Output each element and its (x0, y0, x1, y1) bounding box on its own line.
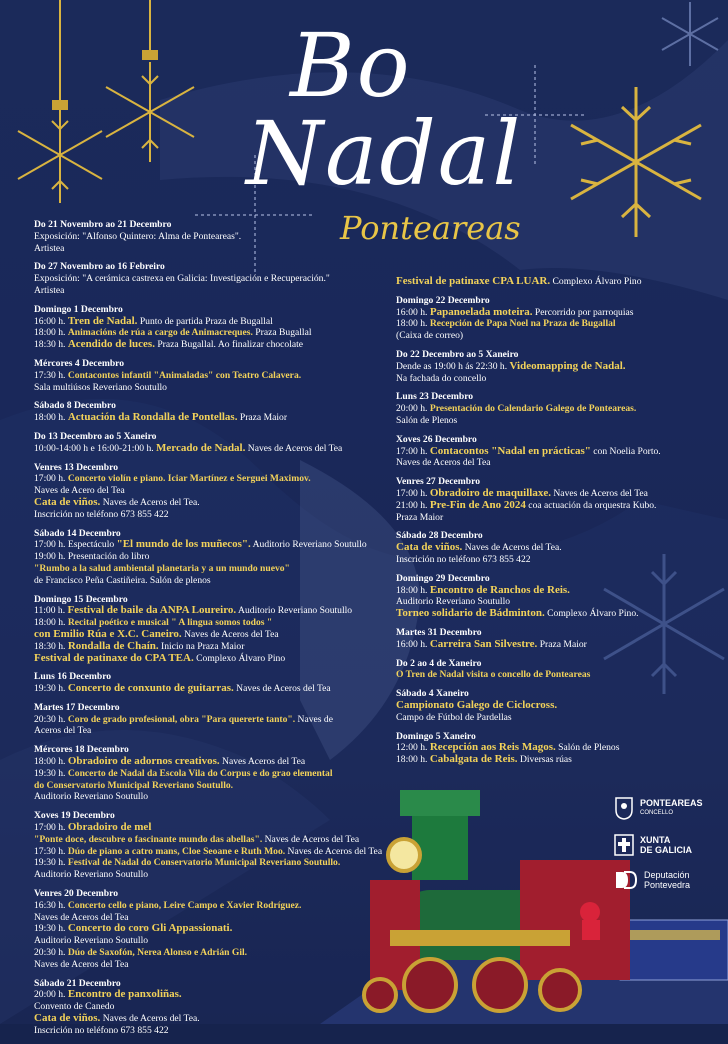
date-text: Venres 27 Decembro (396, 476, 481, 488)
event-line (34, 285, 394, 297)
event-title: Contacontos infantil "Animaladas" con Teatro Calavera. (67, 369, 302, 381)
event-place: Salón de Plenos (555, 742, 620, 754)
event-title: Campionato Galego de Ciclocross. (396, 698, 558, 711)
detail-text: Naves de Aceros del Tea (34, 911, 129, 923)
event-time: 18:00 h. (396, 754, 430, 766)
event-place: Complexo Álvaro Pino (550, 276, 642, 287)
event-line (396, 712, 696, 724)
date-text: Venres 20 Decembro (34, 888, 119, 900)
event-block (34, 304, 394, 351)
event-place: Praza Bugallal. Ao finalizar chocolate (154, 339, 304, 351)
event-title: con Emilio Rúa e X.C. Caneiro. (34, 627, 182, 640)
event-line (34, 1025, 394, 1037)
detail-text: Naves de Aceros del Tea (34, 958, 129, 970)
date-text: Do 13 Decembro ao 5 Xaneiro (34, 430, 157, 442)
event-line (34, 273, 394, 285)
date-text: Mércores 18 Decembro (34, 744, 129, 756)
event-line (34, 539, 394, 551)
event-place: Diversas rúas (517, 754, 572, 766)
event-line (396, 403, 696, 415)
event-time: 17:00 h. (396, 487, 430, 499)
event-block (34, 462, 394, 521)
detail-text: Salón de Plenos (396, 414, 458, 426)
event-title: O Tren de Nadal visita o concello de Ponteareas (396, 669, 591, 681)
event-title: Cabalgata de Reis. (429, 753, 518, 766)
event-title: Pre-Fin de Ano 2024 (429, 498, 526, 511)
event-line (396, 542, 696, 554)
event-date (34, 702, 394, 714)
event-place: Auditorio Reveriano Soutullo (250, 539, 367, 551)
event-date (34, 462, 394, 474)
detail-text: Artistea (34, 284, 65, 296)
event-place: Naves de Aceros del Tea. (462, 542, 562, 554)
event-block (396, 349, 696, 384)
event-line (34, 605, 394, 617)
event-time: 18:00 h. (34, 617, 68, 629)
deputacion-dp-icon (614, 870, 638, 890)
faint-snowflake-icon (640, 0, 728, 80)
event-line (396, 457, 696, 469)
event-title: "Rumbo a la salud ambiental planetaria y a un mundo nuevo" (34, 562, 290, 574)
event-line (396, 554, 696, 566)
event-line (396, 754, 696, 766)
event-time: 19:30 h. (34, 923, 68, 935)
event-title: do Conservatorio Municipal Reveriano Soutullo. (34, 779, 234, 791)
event-block (396, 434, 696, 469)
event-line (34, 370, 394, 382)
event-title: Recepción aos Reis Magos. (429, 741, 556, 754)
event-line (34, 443, 394, 455)
event-title: Encontro de panxoliñas. (67, 988, 182, 1001)
event-place: Naves de Aceros del Tea. (100, 496, 200, 508)
event-title: Contacontos "Nadal en prácticas" (429, 444, 591, 457)
event-line (396, 415, 696, 427)
event-title: Mercado de Nadal. (156, 441, 246, 454)
event-title: Acendido de luces. (67, 338, 155, 351)
title-bo: Bo (290, 14, 412, 117)
event-block (396, 530, 696, 565)
event-title: Festival de patinaxe CPA LUAR. (396, 275, 551, 287)
logo-ponteareas-name: PONTEAREAS (640, 798, 703, 808)
detail-text: Inscrición no teléfono 673 855 422 (34, 508, 169, 520)
event-line (396, 608, 696, 620)
event-time: 18:00 h. (396, 318, 430, 330)
event-place: Naves de Aceros del Tea (233, 683, 331, 695)
detail-text: Artistea (34, 242, 65, 254)
event-line (34, 473, 394, 485)
date-text: Domingo 22 Decembro (396, 294, 490, 306)
event-place: Naves de Aceros del Tea (181, 628, 279, 640)
event-time: 12:00 h. (396, 742, 430, 754)
title-ponteareas: Ponteareas (340, 209, 521, 247)
event-place: Inicio na Praza Maior (158, 640, 245, 652)
event-block (396, 476, 696, 523)
event-place: Naves Aceros del Tea (219, 756, 306, 768)
detail-text: Praza Maior (396, 511, 444, 523)
event-line (396, 318, 696, 330)
event-title: Concerto de conxunto de guitarras. (67, 682, 234, 695)
event-place: con Noelia Porto. (590, 445, 661, 457)
event-place: coa actuación da orquestra Kubo. (525, 499, 657, 511)
detail-text: Na fachada do concello (396, 372, 487, 384)
event-title: Concerto violín e piano. Iciar Martínez e Serguei Maximov. (67, 473, 311, 485)
event-line (34, 768, 394, 780)
logo-xunta-line1: XUNTA (640, 835, 671, 845)
event-time: 17:00 h. (34, 473, 68, 485)
event-line (34, 382, 394, 394)
event-time: 17:00 h. (396, 445, 430, 457)
events-right-column (396, 276, 696, 773)
event-title: Obradoiro de mel (67, 821, 152, 834)
event-title: Festival de baile da ANPA Loureiro. (67, 604, 237, 617)
event-title: Cata de viños. (396, 541, 463, 554)
detail-text: Exposición: "A cerámica castrexa en Galicia: Investigación e Recuperación." (34, 273, 330, 285)
date-text: Domingo 29 Decembro (396, 572, 490, 584)
date-text: Xoves 19 Decembro (34, 810, 115, 822)
date-text: Xoves 26 Decembro (396, 433, 477, 445)
logo-xunta (614, 834, 724, 856)
detail-text: Inscrición no teléfono 673 855 422 (34, 1024, 169, 1036)
event-line (396, 446, 696, 458)
detail-text: Auditorio Reveriano Soutullo (34, 791, 149, 803)
event-place: Praza Maior (537, 638, 587, 650)
detail-text: 19:00 h. Presentación do libro (34, 551, 150, 563)
event-place: Naves de Aceros del Tea. (100, 1013, 200, 1025)
detail-text: Exposición: "Alfonso Quintero: Alma de Ponteareas". (34, 230, 242, 242)
event-place: Praza Maior (237, 412, 288, 424)
date-text: Martes 17 Decembro (34, 701, 120, 713)
event-time: Dende as 19:00 h ás 22:30 h. (396, 360, 510, 372)
detail-text: de Francisco Peña Castiñeira. Salón de plenos (34, 574, 211, 586)
event-block (396, 295, 696, 342)
event-title: Actuación da Rondalla de Pontellas. (67, 411, 238, 424)
event-title: Torneo solidario de Bádminton. (396, 607, 545, 620)
event-place: Praza Bugallal (252, 327, 312, 339)
event-line (396, 276, 696, 288)
event-title: Dúo de piano a catro mans, Cloe Seoane e Ruth Moo. (67, 845, 286, 857)
event-place: Naves de (295, 713, 333, 725)
event-time: 16:00 h. (396, 306, 430, 318)
event-title: Cata de viños. (34, 495, 101, 508)
event-line (396, 330, 696, 342)
event-line (34, 683, 394, 695)
event-block (396, 658, 696, 682)
date-text: Sábado 4 Xaneiro (396, 688, 469, 700)
event-time: 18:00 h. (34, 412, 68, 424)
date-text: Domingo 5 Xaneiro (396, 730, 476, 742)
event-time: 17:30 h. (34, 369, 68, 381)
event-line (34, 412, 394, 424)
event-line (396, 585, 696, 597)
event-place: Percorrido por parroquias (532, 306, 634, 318)
event-title: Festival de patinaxe do CPA TEA. (34, 651, 194, 664)
event-time: 19:30 h. (34, 767, 68, 779)
event-block (396, 276, 696, 288)
detail-text: Naves de Acero del Tea (34, 485, 125, 497)
event-title: "Ponte doce, descubre o fascinante mundo das abellas". (34, 833, 263, 845)
event-date (34, 358, 394, 370)
event-title: "El mundo de los muñecos". (116, 538, 251, 551)
logo-ponteareas-sub: CONCELLO (640, 810, 674, 816)
logo-deputacion-line1: Deputación (644, 870, 690, 880)
detail-text: Aceros del Tea (34, 725, 92, 737)
event-title: Concerto do coro Gli Appassionati. (67, 922, 233, 935)
event-line (34, 497, 394, 509)
detail-text: Auditorio Reveriano Soutullo (34, 869, 149, 881)
event-title: Coro de grado profesional, obra "Para quererte tanto". (67, 713, 296, 725)
event-title: Papanoelada moteira. (429, 305, 533, 318)
event-title: Encontro de Ranchos de Reis. (429, 583, 570, 596)
date-text: Domingo 1 Decembro (34, 303, 123, 315)
event-line (396, 373, 696, 385)
event-line (34, 575, 394, 587)
event-line (396, 700, 696, 712)
event-date (396, 391, 696, 403)
event-title: Dúo de Saxofón, Nerea Alonso e Adrián Gil. (67, 947, 248, 959)
date-text: Mércores 4 Decembro (34, 357, 125, 369)
event-time: 18:00 h. (396, 584, 430, 596)
event-place: Punto de partida Praza de Bugallal (137, 315, 273, 327)
event-title: Concerto de Nadal da Escola Vila do Corpus e do grao elemental (67, 767, 333, 779)
title-nadal: Nadal (246, 102, 523, 205)
event-block (34, 702, 394, 737)
event-block (34, 431, 394, 455)
event-time: 20:00 h. (34, 989, 68, 1001)
date-text: Luns 16 Decembro (34, 671, 112, 683)
detail-text: Inscrición no teléfono 673 855 422 (396, 553, 531, 565)
event-title: Recital poético e musical " A lingua somos todos " (67, 617, 273, 629)
logo-xunta-line2: DE GALICIA (640, 845, 693, 855)
detail-text: Sala multiúsos Reveriano Soutullo (34, 381, 167, 393)
event-block (396, 573, 696, 620)
detail-text: Naves de Aceros del Tea (396, 457, 491, 469)
event-time: 19:30 h. (34, 683, 68, 695)
date-text: Do 2 ao 4 de Xaneiro (396, 657, 482, 669)
date-text: Sábado 8 Decembro (34, 400, 116, 412)
date-text: Sábado 28 Decembro (396, 530, 483, 542)
coat-of-arms-icon (614, 796, 634, 820)
event-title: Presentación do Calendario Galego de Ponteareas. (429, 403, 637, 415)
date-text: Sábado 14 Decembro (34, 527, 121, 539)
event-block (34, 400, 394, 424)
event-block (34, 528, 394, 587)
event-title: Recepción de Papa Noel na Praza de Bugallal (429, 318, 616, 330)
date-text: Luns 23 Decembro (396, 391, 474, 403)
event-time: 20:30 h. (34, 713, 68, 725)
event-line (34, 653, 394, 665)
date-text: Martes 31 Decembro (396, 626, 482, 638)
event-time: 11:00 h. (34, 605, 68, 617)
event-place: Complexo Álvaro Pino. (544, 608, 639, 620)
event-line (396, 361, 696, 373)
event-line (34, 725, 394, 737)
event-place: Naves de Aceros del Tea (550, 487, 648, 499)
event-time: 16:00 h. (396, 638, 430, 650)
event-line (396, 307, 696, 319)
date-text: Domingo 15 Decembro (34, 593, 128, 605)
detail-text: Auditorio Reveriano Soutullo (34, 935, 149, 947)
detail-text: Convento de Canedo (34, 1001, 115, 1013)
event-block (34, 358, 394, 393)
event-date (396, 658, 696, 670)
event-time: 19:30 h. (34, 857, 68, 869)
sponsor-logos (614, 796, 724, 904)
event-date (34, 219, 394, 231)
event-place: Complexo Álvaro Pino (193, 652, 286, 664)
event-time: 10:00-14:00 h e 16:00-21:00 h. (34, 442, 157, 454)
event-block (34, 261, 394, 296)
event-line (34, 339, 394, 351)
event-title: Obradoiro de adornos creativos. (67, 755, 220, 768)
event-date (34, 261, 394, 273)
event-time: 16:30 h. (34, 899, 68, 911)
event-time: 17:30 h. (34, 845, 68, 857)
event-line (396, 500, 696, 512)
event-line (396, 669, 696, 681)
detail-text: Auditorio Reveriano Soutullo (396, 596, 511, 608)
event-title: Tren de Nadal. (67, 314, 138, 327)
event-place: Auditorio Reveriano Soutullo (236, 605, 353, 617)
detail-text: Campo de Fútbol de Pardellas (396, 711, 512, 723)
event-block (396, 627, 696, 651)
event-title: Obradoiro de maquillaxe. (429, 486, 551, 499)
event-time: 20:30 h. (34, 947, 68, 959)
event-line (34, 509, 394, 521)
event-block (396, 731, 696, 766)
event-time: 21:00 h. (396, 499, 430, 511)
event-block (396, 391, 696, 426)
event-block (34, 219, 394, 254)
event-title: Concerto cello e piano, Leire Campo e Xavier Rodríguez. (67, 899, 302, 911)
event-time: 16:00 h. (34, 315, 68, 327)
event-line (34, 756, 394, 768)
event-block (396, 688, 696, 723)
event-time: 18:30 h. (34, 339, 68, 351)
date-text: Do 27 Novembro ao 16 Febreiro (34, 261, 165, 273)
detail-text: (Caixa de correo) (396, 330, 464, 342)
date-text: Do 21 Novembro ao 21 Decembro (34, 219, 172, 230)
date-text: Sábado 21 Decembro (34, 977, 121, 989)
logo-deputacion-line2: Pontevedra (644, 880, 691, 890)
event-title: Festival de Nadal do Conservatorio Municipal Reveriano Soutullo. (67, 857, 341, 869)
event-line (396, 512, 696, 524)
event-place: Naves de Aceros del Tea (285, 845, 383, 857)
event-title: Rondalla de Chaín. (67, 639, 159, 652)
event-title: Animacións de rúa a cargo de Animacreques. (67, 327, 253, 339)
event-time: 20:00 h. (396, 403, 430, 415)
event-time: 17:00 h. Espectáculo (34, 539, 117, 551)
event-line (34, 551, 394, 563)
event-place: Naves de Aceros del Tea (262, 833, 360, 845)
xunta-cross-icon (614, 834, 634, 856)
event-line (34, 231, 394, 243)
event-line (34, 714, 394, 726)
event-block (34, 594, 394, 665)
logo-ponteareas (614, 796, 724, 820)
event-block (34, 671, 394, 695)
date-text: Venres 13 Decembro (34, 461, 119, 473)
event-place: Naves de Aceros del Tea (245, 442, 343, 454)
event-title: Carreira San Silvestre. (429, 637, 538, 650)
event-line (34, 316, 394, 328)
event-time: 17:00 h. (34, 822, 68, 834)
event-time: 18:00 h. (34, 327, 68, 339)
event-line (34, 243, 394, 255)
event-line (34, 563, 394, 575)
event-title: Cata de viños. (34, 1012, 101, 1025)
date-text: Do 22 Decembro ao 5 Xaneiro (396, 348, 519, 360)
event-time: 18:00 h. (34, 756, 68, 768)
event-time: 18:30 h. (34, 640, 68, 652)
event-line (396, 639, 696, 651)
event-title: Videomapping de Nadal. (509, 359, 626, 372)
logo-deputacion (614, 870, 724, 890)
